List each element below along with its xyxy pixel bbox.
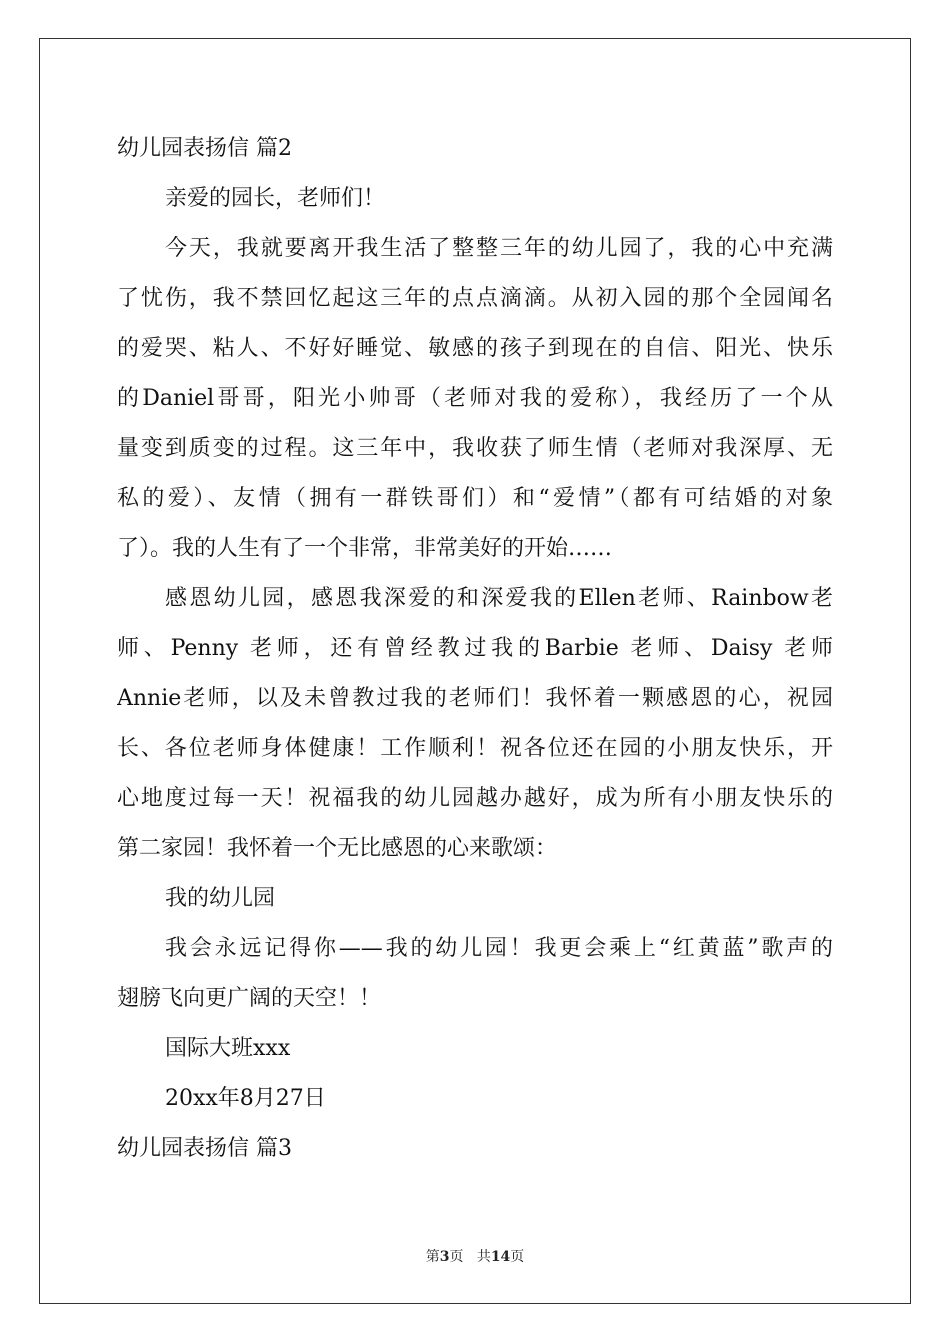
footer-total-pages: 14 <box>490 1249 511 1265</box>
paragraph-line: 第二家园！我怀着一个无比感恩的心来歌颂： <box>117 836 558 861</box>
paragraph-line: 师、Penny 老师，还有曾经教过我的Barbie 老师、Daisy 老师 <box>117 636 833 661</box>
document-body <box>117 124 833 1174</box>
paragraph-line: 私的爱）、友情（拥有一群铁哥们）和“爱情”（都有可结婚的对象 <box>117 486 833 511</box>
paragraph-line: 量变到质变的过程。这三年中，我收获了师生情（老师对我深厚、无 <box>117 436 833 461</box>
paragraph-line: Annie老师，以及未曾教过我的老师们！我怀着一颗感恩的心，祝园 <box>117 686 833 711</box>
section-heading: 幼儿园表扬信 篇2 <box>117 136 292 161</box>
paragraph-line: 感恩幼儿园，感恩我深爱的和深爱我的Ellen老师、Rainbow老 <box>165 586 833 611</box>
paragraph-line: 我会永远记得你——我的幼儿园！我更会乘上“红黄蓝”歌声的 <box>165 936 833 961</box>
signature: 国际大班xxx <box>165 1036 291 1061</box>
paragraph-line: 心地度过每一天！祝福我的幼儿园越办越好，成为所有小朋友快乐的 <box>117 786 833 811</box>
section-heading: 幼儿园表扬信 篇3 <box>117 1136 292 1161</box>
footer-page-number: 3 <box>439 1249 450 1265</box>
paragraph-line: 了忧伤，我不禁回忆起这三年的点点滴滴。从初入园的那个全园闻名 <box>117 286 833 311</box>
paragraph-line: 的Daniel哥哥，阳光小帅哥（老师对我的爱称），我经历了一个从 <box>117 386 833 411</box>
paragraph-line: 翅膀飞向更广阔的天空！！ <box>117 986 382 1011</box>
poem-title: 我的幼儿园 <box>165 886 276 911</box>
footer-total-prefix: 共 <box>476 1249 491 1265</box>
salutation: 亲爱的园长，老师们！ <box>165 186 386 211</box>
paragraph-line: 了）。我的人生有了一个非常，非常美好的开始…… <box>117 536 613 561</box>
paragraph-line: 的爱哭、粘人、不好好睡觉、敏感的孩子到现在的自信、阳光、快乐 <box>117 336 833 361</box>
footer-prefix: 第 <box>425 1249 440 1265</box>
paragraph-line: 长、各位老师身体健康！工作顺利！祝各位还在园的小朋友快乐，开 <box>117 736 833 761</box>
date-line: 20xx年8月27日 <box>165 1086 326 1111</box>
page-footer <box>0 1246 950 1266</box>
footer-page-suffix: 页 <box>449 1249 464 1265</box>
paragraph-line: 今天，我就要离开我生活了整整三年的幼儿园了，我的心中充满 <box>165 236 833 261</box>
footer-total-suffix: 页 <box>510 1249 525 1265</box>
